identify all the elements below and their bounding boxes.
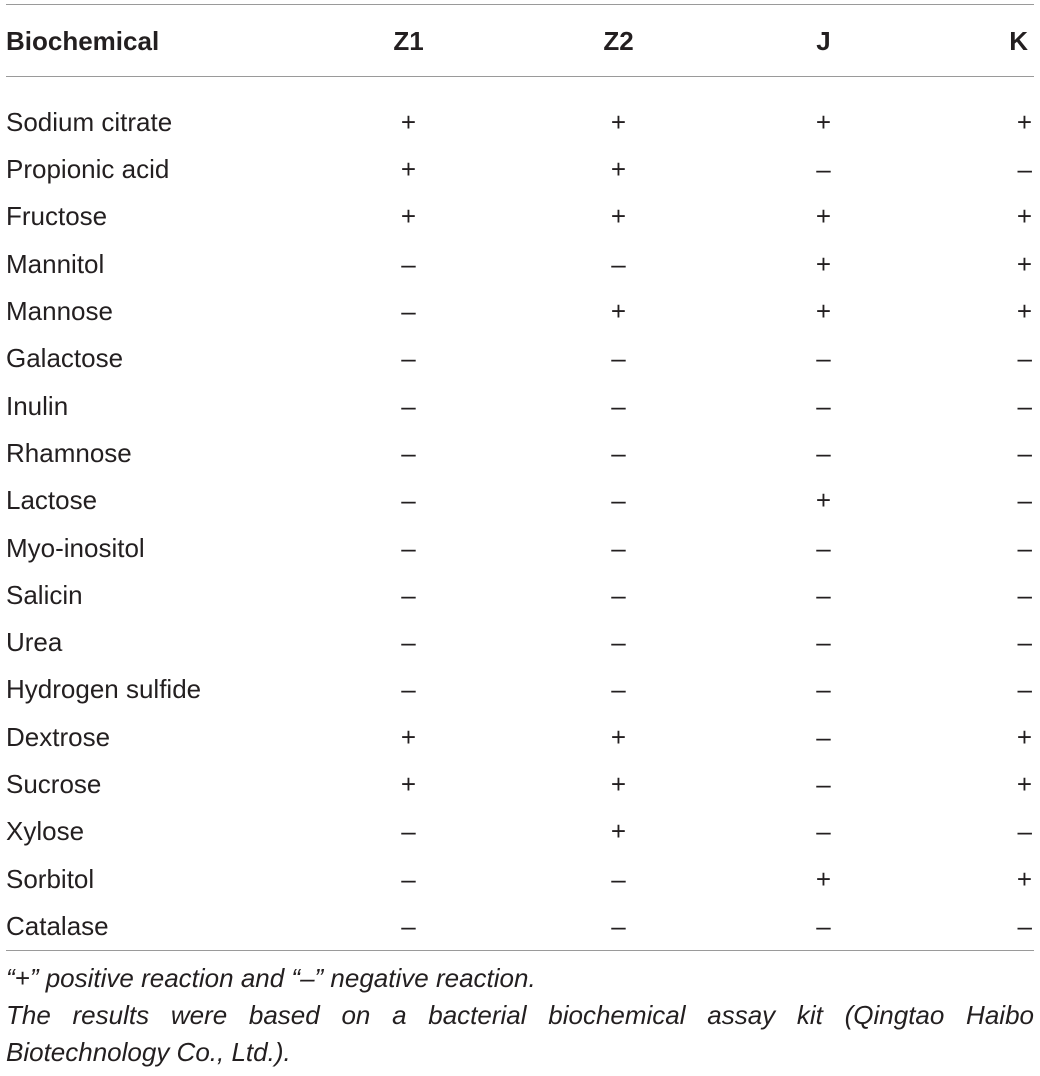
column-header-z2: Z2	[603, 26, 634, 56]
biochemical-results-table	[6, 5, 1034, 950]
j-result-cell: +	[815, 863, 832, 894]
z1-result-cell: –	[401, 532, 416, 563]
biochemical-name-cell: Mannose	[6, 296, 113, 327]
biochemical-name-cell: Inulin	[6, 390, 69, 421]
j-result-cell: +	[815, 248, 832, 279]
table-row	[6, 241, 1034, 288]
table-row	[6, 430, 1034, 477]
j-result-cell: –	[816, 343, 831, 374]
z2-result-cell: +	[610, 721, 627, 752]
k-result-cell: –	[1017, 532, 1032, 563]
z2-result-cell: –	[611, 390, 626, 421]
z2-result-cell: +	[610, 201, 627, 232]
biochemical-name-cell: Dextrose	[6, 721, 111, 752]
column-header-j: J	[816, 26, 831, 56]
table-bottom-rule	[6, 950, 1034, 951]
table-row	[6, 382, 1034, 429]
biochemical-name-cell: Propionic acid	[6, 154, 170, 185]
j-result-cell: –	[816, 769, 831, 799]
j-result-cell: –	[816, 437, 831, 468]
j-result-cell: –	[816, 721, 831, 752]
k-result-cell: –	[1017, 343, 1032, 374]
k-result-cell: +	[1016, 248, 1032, 279]
j-result-cell: –	[816, 674, 831, 705]
k-result-cell: –	[1017, 154, 1032, 185]
j-result-cell: –	[816, 154, 831, 185]
biochemical-name-cell: Mannitol	[6, 248, 105, 279]
z2-result-cell: +	[610, 296, 627, 327]
z1-result-cell: –	[401, 674, 416, 705]
table-row	[6, 666, 1034, 713]
z1-result-cell: –	[401, 627, 416, 658]
table-row	[6, 714, 1034, 761]
j-result-cell: +	[815, 106, 832, 137]
table-row	[6, 808, 1034, 855]
k-result-cell: +	[1016, 769, 1032, 799]
biochemical-name-cell: Salicin	[6, 579, 83, 610]
table-row	[6, 903, 1034, 950]
table-row	[6, 288, 1034, 335]
table-row	[6, 146, 1034, 193]
z2-result-cell: –	[611, 579, 626, 610]
z2-result-cell: –	[611, 343, 626, 374]
z2-result-cell: –	[611, 532, 626, 563]
table-row	[6, 335, 1034, 382]
biochemical-name-cell: Sorbitol	[6, 863, 95, 894]
k-result-cell: –	[1017, 437, 1032, 468]
k-result-cell: –	[1017, 910, 1032, 941]
j-result-cell: –	[816, 816, 831, 847]
k-result-cell: –	[1017, 579, 1032, 610]
footnote-legend: “+” positive reaction and “–” negative reaction.	[6, 963, 536, 993]
j-result-cell: +	[815, 201, 832, 232]
biochemical-name-cell: Sucrose	[6, 769, 102, 799]
biochemical-name-cell: Fructose	[6, 201, 108, 232]
z1-result-cell: –	[401, 910, 416, 941]
z2-result-cell: –	[611, 437, 626, 468]
k-result-cell: –	[1017, 627, 1032, 658]
biochemical-name-cell: Rhamnose	[6, 437, 132, 468]
j-result-cell: +	[815, 296, 832, 327]
j-result-cell: –	[816, 390, 831, 421]
biochemical-name-cell: Sodium citrate	[6, 106, 173, 137]
z1-result-cell: +	[400, 106, 417, 137]
biochemical-name-cell: Myo-inositol	[6, 532, 145, 563]
table-footnotes	[6, 960, 1034, 1071]
j-result-cell: –	[816, 579, 831, 610]
column-header-biochemical: Biochemical	[6, 26, 160, 56]
z2-result-cell: –	[611, 248, 626, 279]
z1-result-cell: –	[401, 343, 416, 374]
k-result-cell: +	[1016, 721, 1032, 752]
column-header-z1: Z1	[393, 26, 424, 56]
k-result-cell: +	[1016, 201, 1032, 232]
j-result-cell: –	[816, 532, 831, 563]
z1-result-cell: –	[401, 816, 416, 847]
table-header-row	[6, 5, 1034, 76]
biochemical-name-cell: Lactose	[6, 485, 98, 516]
column-header-k: K	[1009, 26, 1028, 56]
z2-result-cell: –	[611, 674, 626, 705]
z1-result-cell: +	[400, 769, 417, 799]
z1-result-cell: +	[400, 154, 417, 185]
k-result-cell: +	[1016, 863, 1032, 894]
biochemical-name-cell: Hydrogen sulfide	[6, 674, 202, 705]
j-result-cell: –	[816, 627, 831, 658]
table-row	[6, 572, 1034, 619]
z2-result-cell: +	[610, 154, 627, 185]
z2-result-cell: –	[611, 910, 626, 941]
biochemical-name-cell: Urea	[6, 627, 63, 658]
table-row	[6, 76, 1034, 146]
k-result-cell: +	[1016, 296, 1032, 327]
table-row	[6, 477, 1034, 524]
z2-result-cell: –	[611, 863, 626, 894]
z1-result-cell: –	[401, 296, 416, 327]
j-result-cell: –	[816, 910, 831, 941]
z1-result-cell: +	[400, 721, 417, 752]
j-result-cell: +	[815, 485, 832, 516]
z1-result-cell: –	[401, 485, 416, 516]
k-result-cell: –	[1017, 485, 1032, 516]
z1-result-cell: –	[401, 390, 416, 421]
z2-result-cell: +	[610, 816, 627, 847]
z1-result-cell: +	[400, 201, 417, 232]
biochemical-name-cell: Catalase	[6, 910, 109, 941]
k-result-cell: –	[1017, 674, 1032, 705]
table-row	[6, 761, 1034, 808]
footnote-source: The results were based on a bacterial biochemical assay kit (Qingtao Haibo Biotechnology Co., Ltd.).	[6, 1000, 1034, 1067]
z2-result-cell: +	[610, 769, 627, 799]
z1-result-cell: –	[401, 579, 416, 610]
table-body	[6, 76, 1034, 950]
biochemical-name-cell: Xylose	[6, 816, 85, 847]
table-row	[6, 855, 1034, 902]
k-result-cell: –	[1017, 816, 1032, 847]
k-result-cell: –	[1017, 390, 1032, 421]
table-row	[6, 524, 1034, 571]
table-row	[6, 619, 1034, 666]
table-row	[6, 193, 1034, 240]
k-result-cell: +	[1016, 106, 1032, 137]
z2-result-cell: –	[611, 485, 626, 516]
z2-result-cell: +	[610, 106, 627, 137]
z2-result-cell: –	[611, 627, 626, 658]
biochemical-name-cell: Galactose	[6, 343, 124, 374]
z1-result-cell: –	[401, 437, 416, 468]
z1-result-cell: –	[401, 863, 416, 894]
z1-result-cell: –	[401, 248, 416, 279]
